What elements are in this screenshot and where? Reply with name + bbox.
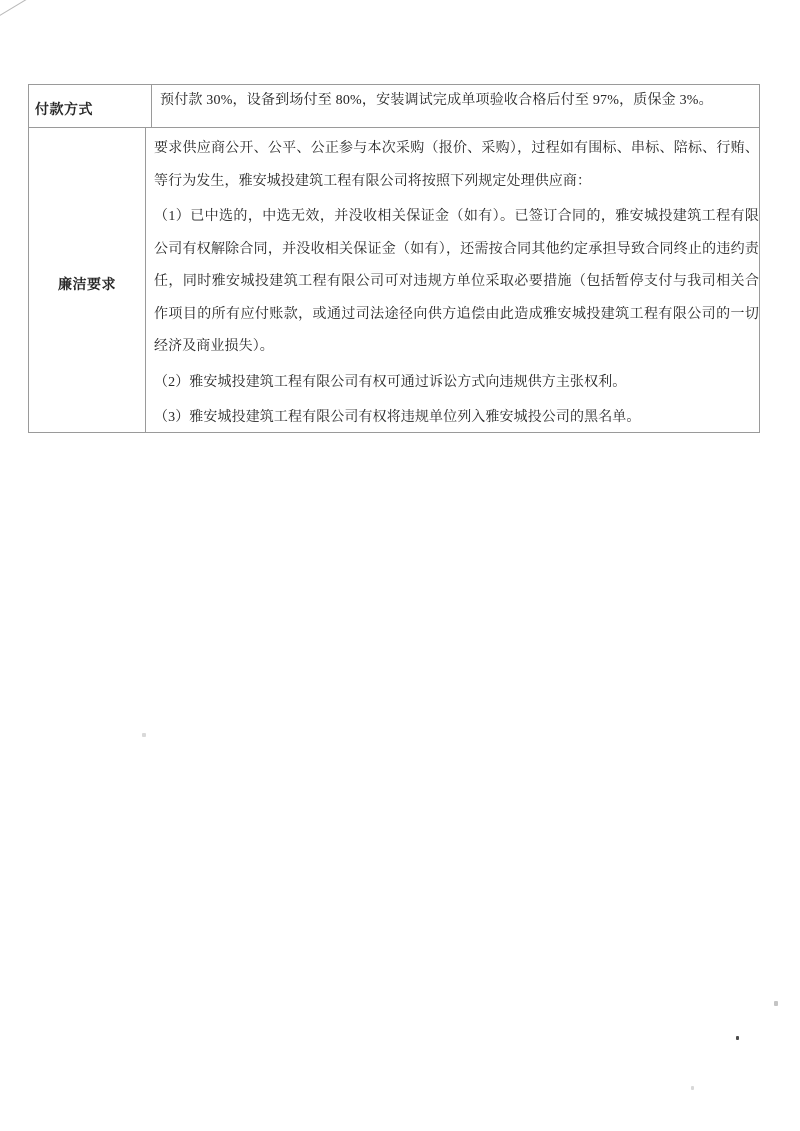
scan-speckle: [736, 1036, 739, 1040]
payment-method-label: 付款方式: [35, 103, 93, 118]
scan-corner-artifact: [0, 0, 29, 17]
paragraph: （2）雅安城投建筑工程有限公司有权可通过诉讼方式向违规供方主张权利。: [154, 374, 627, 390]
paragraph: 要求供应商公开、公平、公正参与本次采购（报价、采购），过程如有围标、串标、陪标、行贿、等行为发生，雅安城投建筑工程有限公司将按照下列规定处理供应商：: [154, 141, 759, 189]
table-row-integrity: [29, 128, 759, 432]
integrity-requirements-text: [146, 128, 759, 432]
paragraph: （1）已中选的，中选无效，并没收相关保证金（如有）。已签订合同的，雅安城投建筑工程有限公司有权解除合同，并没收相关保证金（如有），还需按合同其他约定承担导致合同终止的违约责任，同时雅安城投建筑工程有限公司可对违规方单位采取必要措施（包括暂停支付与我司相关合作项目的所有应付账款，或通过司法途径向供方追偿由此造成雅安城投建筑工程有限公司的一切经济及商业损失）。: [154, 209, 759, 354]
scan-speckle: [774, 1001, 778, 1006]
integrity-requirements-label: 廉洁要求: [58, 278, 116, 293]
terms-table: [28, 84, 760, 433]
integrity-label-cell: [29, 128, 146, 432]
scan-speckle: [142, 733, 146, 737]
paragraph: （3）雅安城投建筑工程有限公司有权将违规单位列入雅安城投公司的黑名单。: [154, 410, 641, 425]
payment-method-label-cell: [29, 85, 152, 127]
table-row-payment: [29, 85, 759, 128]
scan-speckle: [691, 1086, 694, 1090]
payment-terms-text: 预付款 30%，设备到场付至 80%，安装调试完成单项验收合格后付至 97%，质保金 3%。: [160, 93, 713, 108]
